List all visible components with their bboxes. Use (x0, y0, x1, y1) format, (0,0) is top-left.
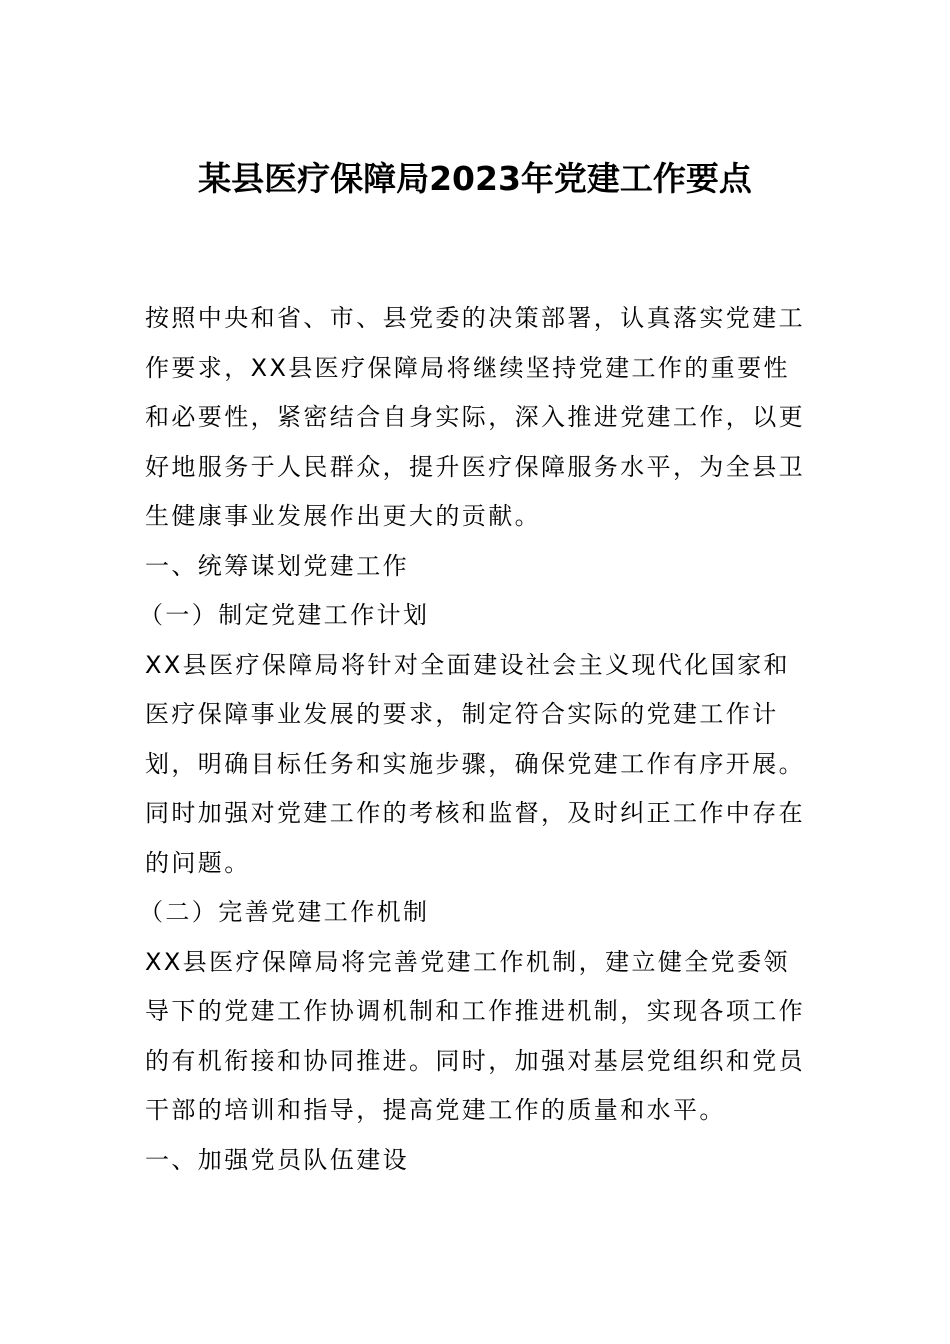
intro-paragraph: 按照中央和省、市、县党委的决策部署，认真落实党建工作要求，XX县医疗保障局将继续坚持党建工作的重要性和必要性，紧密结合自身实际，深入推进党建工作，以更好地服务于人民群众，提升医疗保障服务水平，为全县卫生健康事业发展作出更大的贡献。 (145, 304, 805, 530)
section-heading: 一、统筹谋划党建工作 (145, 551, 409, 580)
body-paragraph: XX县医疗保障局将针对全面建设社会主义现代化国家和医疗保障事业发展的要求，制定符合实际的党建工作计划，明确目标任务和实施步骤，确保党建工作有序开展。同时加强对党建工作的考核和监督，及时纠正工作中存在的问题。 (145, 650, 805, 877)
section-heading: 一、加强党员队伍建设 (145, 1145, 409, 1174)
subsection-heading: （二）完善党建工作机制 (139, 898, 430, 926)
body-paragraph: XX县医疗保障局将完善党建工作机制，建立健全党委领导下的党建工作协调机制和工作推进机制，实现各项工作的有机衔接和协同推进。同时，加强对基层党组织和党员干部的培训和指导，提高党建工作的质量和水平。 (145, 947, 805, 1124)
subsection-heading: （一）制定党建工作计划 (139, 601, 430, 629)
document-title: 某县医疗保障局2023年党建工作要点 (198, 159, 752, 198)
document-body (139, 294, 810, 1185)
